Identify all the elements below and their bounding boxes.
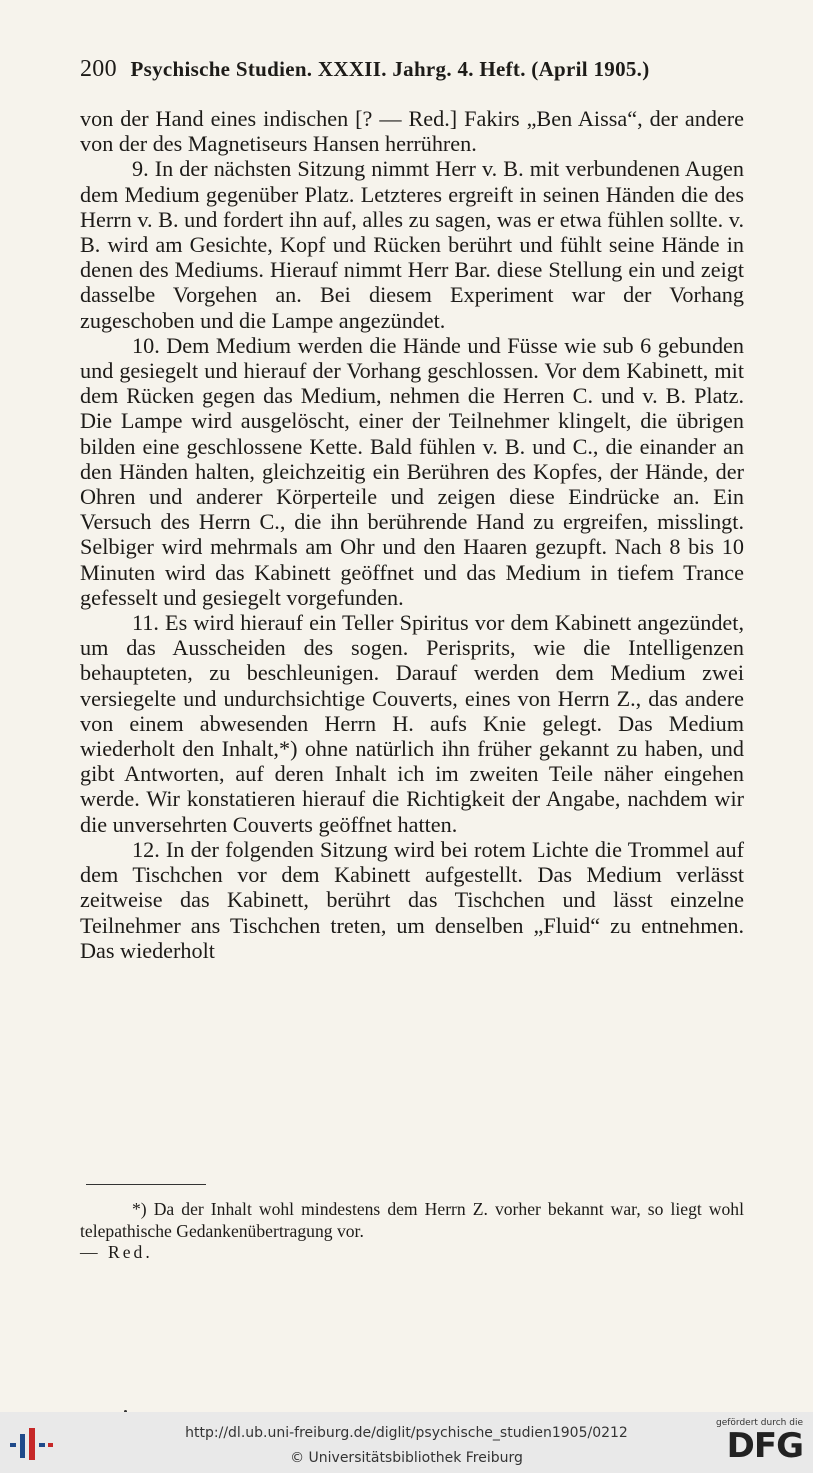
paragraph-continued: von der Hand eines indischen [? — Red.] Fakirs „Ben Aissa“, der andere von der des Magnetiseurs Hansen herrühren.: [80, 106, 744, 157]
paragraph-9: 9. In der nächsten Sitzung nimmt Herr v. B. mit verbundenen Augen dem Medium gegenüber Platz. Letzteres ergreift in seinen Händen die des Herrn v. B. und fordert ihn auf, alles zu sagen, was er etwa fühlen sollte. v. B. wird am Gesichte, Kopf und Rücken berührt und fühlt seine Hände in denen des Mediums. Hierauf nimmt Herr Bar. diese Stellung ein und zeigt dasselbe Vorgehen an. Bei diesem Experiment war der Vorhang zugeschoben und die Lampe angezündet.: [80, 156, 744, 333]
paragraph-10: 10. Dem Medium werden die Hände und Füsse wie sub 6 gebunden und gesiegelt und hierauf der Vorhang geschlossen. Vor dem Kabinett, mit dem Rücken gegen das Medium, nehmen die Herren C. und v. B. Platz. Die Lampe wird ausgelöscht, einer der Teilnehmer klingelt, die übrigen bilden eine geschlossene Kette. Bald fühlen v. B. und C., die einander an den Händen halten, gleichzeitig ein Berühren des Kopfes, der Hände, der Ohren und anderer Körperteile und zeigen diese Eindrücke an. Ein Versuch des Herrn C., die ihn berührende Hand zu ergreifen, misslingt. Selbiger wird mehrmals am Ohr und den Haaren gezupft. Nach 8 bis 10 Minuten wird das Kabinett geöffnet und das Medium in tiefem Trance gefesselt und gesiegelt vorgefunden.: [80, 332, 744, 610]
paragraph-12: 12. In der folgenden Sitzung wird bei rotem Lichte die Trommel auf dem Tischchen vor dem Kabinett aufgestellt. Das Medium verlässt zeitweise das Kabinett, berührt das Tischchen und lässt einzelne Teilnehmer ans Tischchen treten, um denselben „Fluid“ zu entnehmen. Das wiederholt: [80, 836, 744, 963]
footnote-rule: [86, 1184, 206, 1185]
copyright-notice: © Universitätsbibliothek Freiburg: [290, 1450, 523, 1466]
running-title: Psychische Studien. XXXII. Jahrg. 4. Heft. (April 1905.): [130, 57, 650, 81]
footnote-signature: — Red.: [80, 1242, 153, 1262]
dfg-logo: [713, 1418, 803, 1470]
footnote: [80, 1199, 744, 1264]
dfg-mark: DFG: [726, 1426, 803, 1466]
viewer-footer: [0, 1412, 813, 1473]
body-text: [80, 106, 744, 963]
running-header: [80, 56, 750, 83]
source-url[interactable]: http://dl.ub.uni-freiburg.de/diglit/psychische_studien1905/0212: [185, 1425, 628, 1441]
footnote-text: *) Da der Inhalt wohl mindestens dem Herrn Z. vorher bekannt war, so liegt wohl telepathische Gedankenübertragung vor.: [80, 1199, 744, 1241]
paragraph-11: 11. Es wird hierauf ein Teller Spiritus vor dem Kabinett angezündet, um das Ausscheiden des sogen. Perisprits, wie die Intelligenzen behaupteten, zu beschleunigen. Darauf werden dem Medium zwei versiegelte und undurchsichtige Couverts, eines von Herrn Z., das andere von einem abwesenden Herrn H. aufs Knie gelegt. Das Medium wiederholt den Inhalt,*) ohne natürlich ihn früher gekannt zu haben, und gibt Antworten, auf deren Inhalt ich im zweiten Teile näher eingehen werde. Wir konstatieren hierauf die Richtigkeit der Angabe, nachdem wir die unversehrten Couverts geöffnet hatten.: [80, 610, 744, 837]
page-number: 200: [80, 56, 117, 82]
dfg-caption: gefördert durch die: [716, 1418, 803, 1428]
